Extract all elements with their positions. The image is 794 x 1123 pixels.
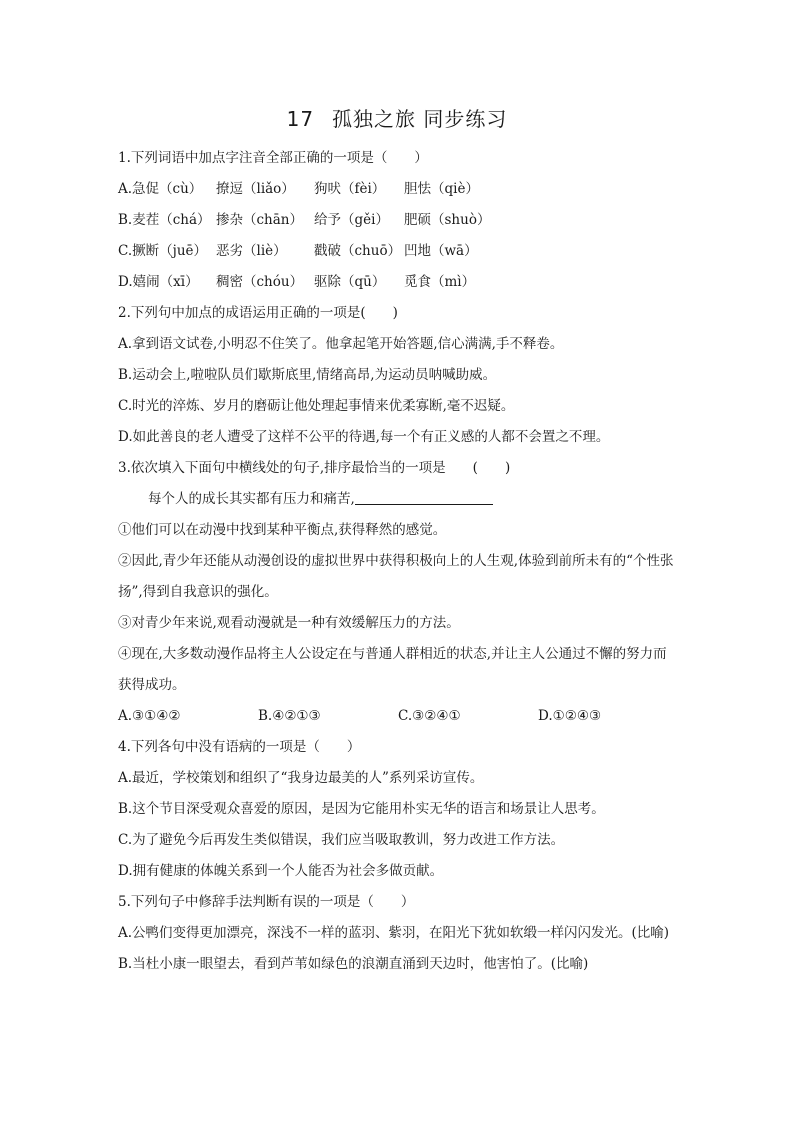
lesson-title: 孤独之旅 同步练习	[332, 107, 508, 131]
q2-option-a: A.拿到语文试卷,小明忍不住笑了。他拿起笔开始答题,信心满满,手不释卷。	[118, 336, 564, 352]
q1-word: 觅食（mì）	[404, 274, 476, 290]
q1-word: A.急促（cù）	[118, 181, 203, 197]
q1-word: 凹地（wā）	[404, 243, 478, 259]
q1-stem: 1.下列词语中加点字注音全部正确的一项是（ ）	[118, 150, 428, 166]
q4-stem: 4.下列各句中没有语病的一项是（ ）	[118, 739, 361, 755]
q1-word: 驱除（qū）	[314, 274, 386, 290]
q1-word: 狗吠（fèi）	[314, 181, 386, 197]
q4-option-d: D.拥有健康的体魄关系到一个人能否为社会多做贡献。	[118, 863, 444, 879]
q1-word: 掺杂（chān）	[216, 212, 303, 228]
fill-in-blank	[355, 488, 493, 505]
q3-item-1: ①他们可以在动漫中找到某种平衡点,获得释然的感觉。	[118, 522, 447, 538]
q3-sentence-text: 每个人的成长其实都有压力和痛苦,	[148, 491, 355, 507]
q1-word: 撩逗（liǎo）	[216, 181, 295, 197]
q3-sentence	[118, 484, 678, 515]
q4-option-c: C.为了避免今后再发生类似错误，我们应当吸取教训，努力改进工作方法。	[118, 832, 565, 848]
q1-option-c	[118, 236, 678, 267]
q1-word: B.麦茬（chá）	[118, 212, 211, 228]
q3-stem: 3.依次填入下面句中横线处的句子,排序最恰当的一项是 ( )	[118, 460, 511, 476]
q2-option-d: D.如此善良的老人遭受了这样不公平的待遇,每一个有正义感的人都不会置之不理。	[118, 429, 610, 445]
q1-word: 稠密（chóu）	[216, 274, 304, 290]
q3-option-d: D.①②④③	[538, 708, 602, 724]
q1-option-b	[118, 205, 678, 236]
question-list	[118, 143, 678, 980]
q5-stem: 5.下列句子中修辞手法判断有误的一项是（ ）	[118, 894, 415, 910]
q1-word: C.撅断（juē）	[118, 243, 208, 259]
q2-option-b: B.运动会上,啦啦队员们歇斯底里,情绪高昂,为运动员呐喊助威。	[118, 367, 497, 383]
q1-word: 肥硕（shuò）	[404, 212, 491, 228]
q3-item-4: ④现在,大多数动漫作品将主人公设定在与普通人群相近的状态,并让主人公通过不懈的努力而获得成功。	[118, 646, 667, 693]
q3-option-c: C.③②④①	[398, 708, 461, 724]
q3-item-2: ②因此,青少年还能从动漫创设的虚拟世界中获得积极向上的人生观,体验到前所未有的“个性张扬”,得到自我意识的强化。	[118, 553, 674, 600]
q1-word: 戳破（chuō）	[314, 243, 402, 259]
q4-option-a: A.最近，学校策划和组织了“我身边最美的人”系列采访宣传。	[118, 770, 484, 786]
q1-option-a	[118, 174, 678, 205]
q3-option-b: B.④②①③	[258, 708, 321, 724]
q5-option-a: A.公鸭们变得更加漂亮，深浅不一样的蓝羽、紫羽，在阳光下犹如软缎一样闪闪发光。(比喻)	[118, 925, 670, 941]
q3-item-3: ③对青少年来说,观看动漫就是一种有效缓解压力的方法。	[118, 615, 460, 631]
q1-word: 恶劣（liè）	[216, 243, 287, 259]
q1-option-d	[118, 267, 678, 298]
q1-word: 给予（gěi）	[314, 212, 389, 228]
q3-options	[118, 701, 678, 732]
lesson-number: 17	[286, 107, 315, 131]
q1-word: 胆怯（qiè）	[404, 181, 479, 197]
q3-option-a: A.③①④②	[118, 708, 181, 724]
q2-option-c: C.时光的淬炼、岁月的磨砺让他处理起事情来优柔寡断,毫不迟疑。	[118, 398, 515, 414]
q5-option-b: B.当杜小康一眼望去，看到芦苇如绿色的浪潮直涌到天边时，他害怕了。(比喻)	[118, 956, 589, 972]
q1-word: D.嬉闹（xī）	[118, 274, 199, 290]
q2-stem: 2.下列句中加点的成语运用正确的一项是( )	[118, 305, 398, 321]
page-title	[0, 103, 794, 132]
q4-option-b: B.这个节目深受观众喜爱的原因，是因为它能用朴实无华的语言和场景让人思考。	[118, 801, 605, 817]
